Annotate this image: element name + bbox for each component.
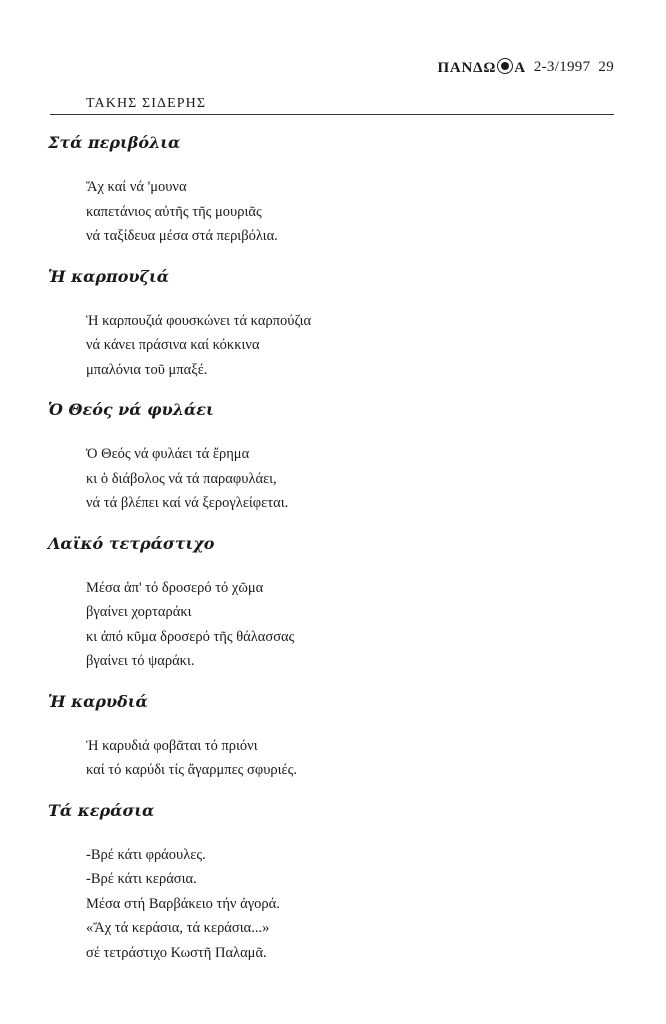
poem-body xyxy=(86,175,608,249)
poem-line: Ἡ καρπουζιά φουσκώνει τά καρπούζια xyxy=(86,312,312,329)
poem-line: -Βρέ κάτι κεράσια. xyxy=(86,871,197,887)
poem-title: Στά περιβόλια xyxy=(48,133,181,152)
journal-logo-icon xyxy=(497,58,513,74)
journal-name xyxy=(437,58,525,77)
poem-line: Ἡ καρυδιά φοβᾶται τό πριόνι xyxy=(86,737,258,754)
poems-container xyxy=(48,130,608,980)
poem-body xyxy=(86,309,608,383)
poem-title: Λαϊκό τετράστιχο xyxy=(48,533,215,553)
issue-number: 2-3/1997 xyxy=(533,59,591,75)
poem-line: -Βρέ κάτι φράουλες. xyxy=(86,846,206,863)
author-name: ΤΑΚΗΣ ΣΙΔΕΡΗΣ xyxy=(86,96,207,111)
poem-body xyxy=(86,734,608,783)
poem-line: βγαίνει τό ψαράκι. xyxy=(86,653,195,669)
poem-line: καπετάνιος αὐτῆς τῆς μουριᾶς xyxy=(86,203,262,220)
poem-body xyxy=(86,576,608,674)
poem-section xyxy=(48,531,608,674)
poem-title: Ἡ καρυδιά xyxy=(48,691,148,711)
poem-title: Τά κεράσια xyxy=(48,800,155,820)
running-header xyxy=(437,58,614,77)
poem-line: Μέσα στή Βαρβάκειο τήν ἀγορά. xyxy=(86,895,280,912)
journal-name-suffix: Α xyxy=(514,60,526,76)
poem-line: κι ἀπό κῦμα δροσερό τῆς θάλασσας xyxy=(86,628,295,645)
poem-section xyxy=(48,689,608,783)
poem-line: Μέσα ἀπ' τό δροσερό τό χῶμα xyxy=(86,579,264,596)
poem-line: νά κάνει πράσινα καί κόκκινα xyxy=(86,337,260,353)
poem-line: βγαίνει χορταράκι xyxy=(86,604,192,620)
poem-title: Ὁ Θεός νά φυλάει xyxy=(48,400,214,419)
poem-body xyxy=(86,442,608,516)
poem-title: Ἡ καρπουζιά xyxy=(48,266,170,286)
poem-body xyxy=(86,843,608,966)
poem-line: Ὁ Θεός νά φυλάει τά ἔρημα xyxy=(86,446,250,462)
poem-section xyxy=(48,130,608,249)
poem-line: μπαλόνια τοῦ μπαξέ. xyxy=(86,361,208,378)
poem-line: νά τά βλέπει καί νά ξερογλείφεται. xyxy=(86,495,289,511)
poem-section xyxy=(48,397,608,516)
header-rule xyxy=(50,114,614,115)
poem-line: νά ταξίδευα μέσα στά περιβόλια. xyxy=(86,228,278,244)
poem-line: καί τό καρύδι τίς ἄγαρμπες σφυριές. xyxy=(86,762,297,778)
page-number: 29 xyxy=(598,59,614,75)
journal-name-prefix: ΠΑΝΔΩ xyxy=(437,60,497,76)
poem-line: κι ὁ διάβολος νά τά παραφυλάει, xyxy=(86,470,277,487)
poem-line: Ἄχ καί νά 'μουνα xyxy=(86,179,187,195)
poem-section xyxy=(48,798,608,966)
poem-section xyxy=(48,264,608,383)
poem-line: «Ἄχ τά κεράσια, τά κεράσια...» xyxy=(86,920,270,936)
poem-line: σέ τετράστιχο Κωστῆ Παλαμᾶ. xyxy=(86,944,267,961)
